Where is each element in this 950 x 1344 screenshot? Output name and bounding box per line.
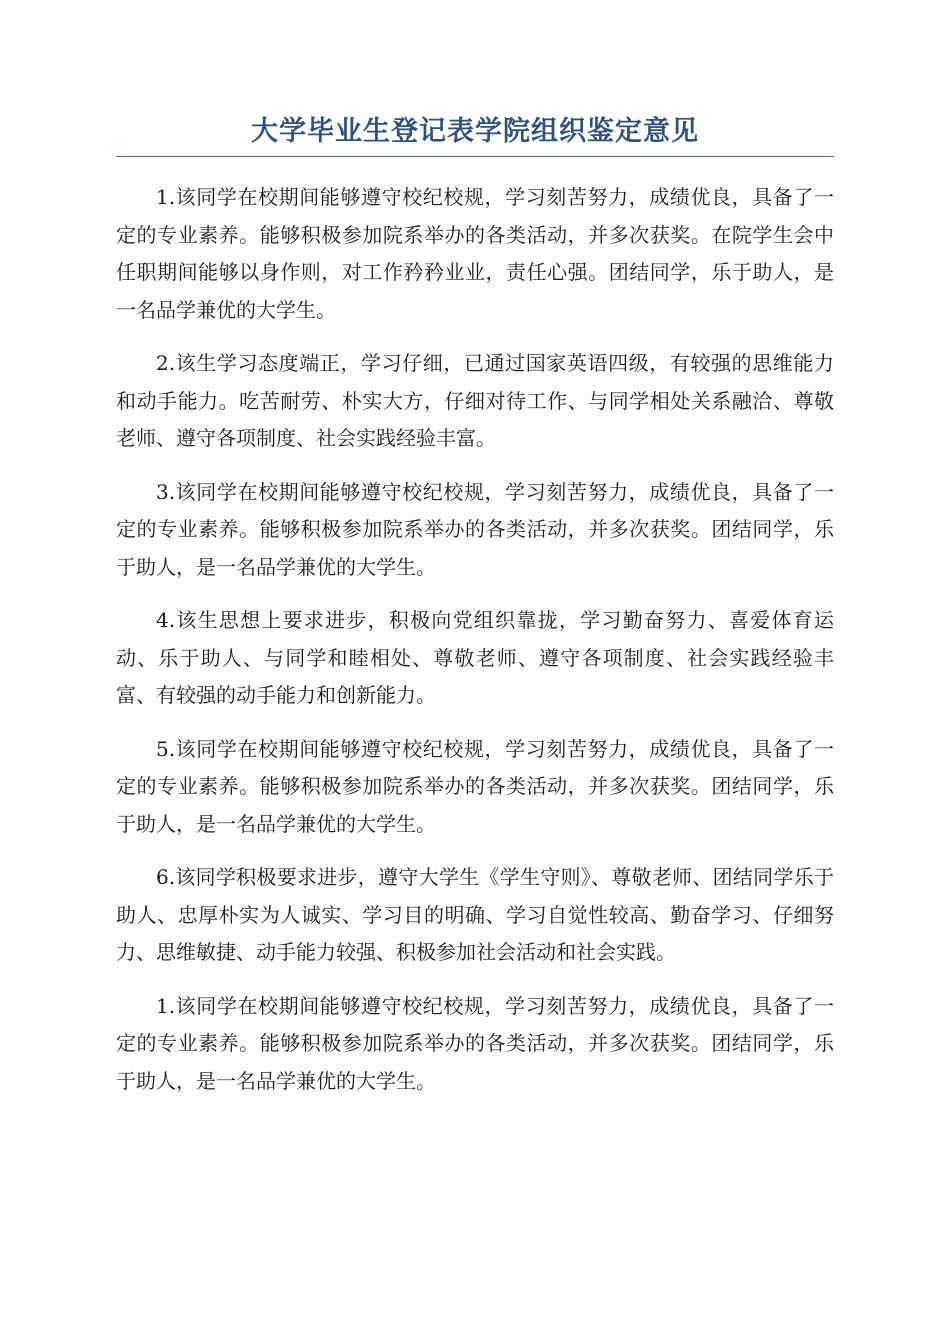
paragraph-5: 5.该同学在校期间能够遵守校纪校规，学习刻苦努力，成绩优良，具备了一定的专业素养。能够积极参加院系举办的各类活动，并多次获奖。团结同学，乐于助人，是一名品学兼优的大学生。 — [116, 736, 834, 836]
paragraph-2: 2.该生学习态度端正，学习仔细，已通过国家英语四级，有较强的思维能力和动手能力。吃苦耐劳、朴实大方，仔细对待工作、与同学相处关系融洽、尊敬老师、遵守各项制度、社会实践经验丰富。 — [116, 351, 834, 450]
title-underline — [116, 156, 834, 157]
paragraph-4: 4.该生思想上要求进步，积极向党组织靠拢，学习勤奋努力、喜爱体育运动、乐于助人、与同学和睦相处、尊敬老师、遵守各项制度、社会实践经验丰富、有较强的动手能力和创新能力。 — [116, 608, 834, 707]
paragraph-1: 1.该同学在校期间能够遵守校纪校规，学习刻苦努力，成绩优良，具备了一定的专业素养。能够积极参加院系举办的各类活动，并多次获奖。在院学生会中任职期间能够以身作则，对工作矜矜业业，责任心强。团结同学，乐于助人，是一名品学兼优的大学生。 — [116, 185, 834, 322]
paragraph-3: 3.该同学在校期间能够遵守校纪校规，学习刻苦努力，成绩优良，具备了一定的专业素养。能够积极参加院系举办的各类活动，并多次获奖。团结同学，乐于助人，是一名品学兼优的大学生。 — [116, 479, 834, 579]
document-title: 大学毕业生登记表学院组织鉴定意见 — [251, 116, 699, 147]
paragraph-7: 1.该同学在校期间能够遵守校纪校规，学习刻苦努力，成绩优良，具备了一定的专业素养。能够积极参加院系举办的各类活动，并多次获奖。团结同学，乐于助人，是一名品学兼优的大学生。 — [116, 993, 834, 1093]
paragraph-6: 6.该同学积极要求进步，遵守大学生《学生守则》、尊敬老师、团结同学乐于助人、忠厚朴实为人诚实、学习目的明确、学习自觉性较高、勤奋学习、仔细努力、思维敏捷、动手能力较强、积极参加社会活动和社会实践。 — [116, 865, 834, 964]
